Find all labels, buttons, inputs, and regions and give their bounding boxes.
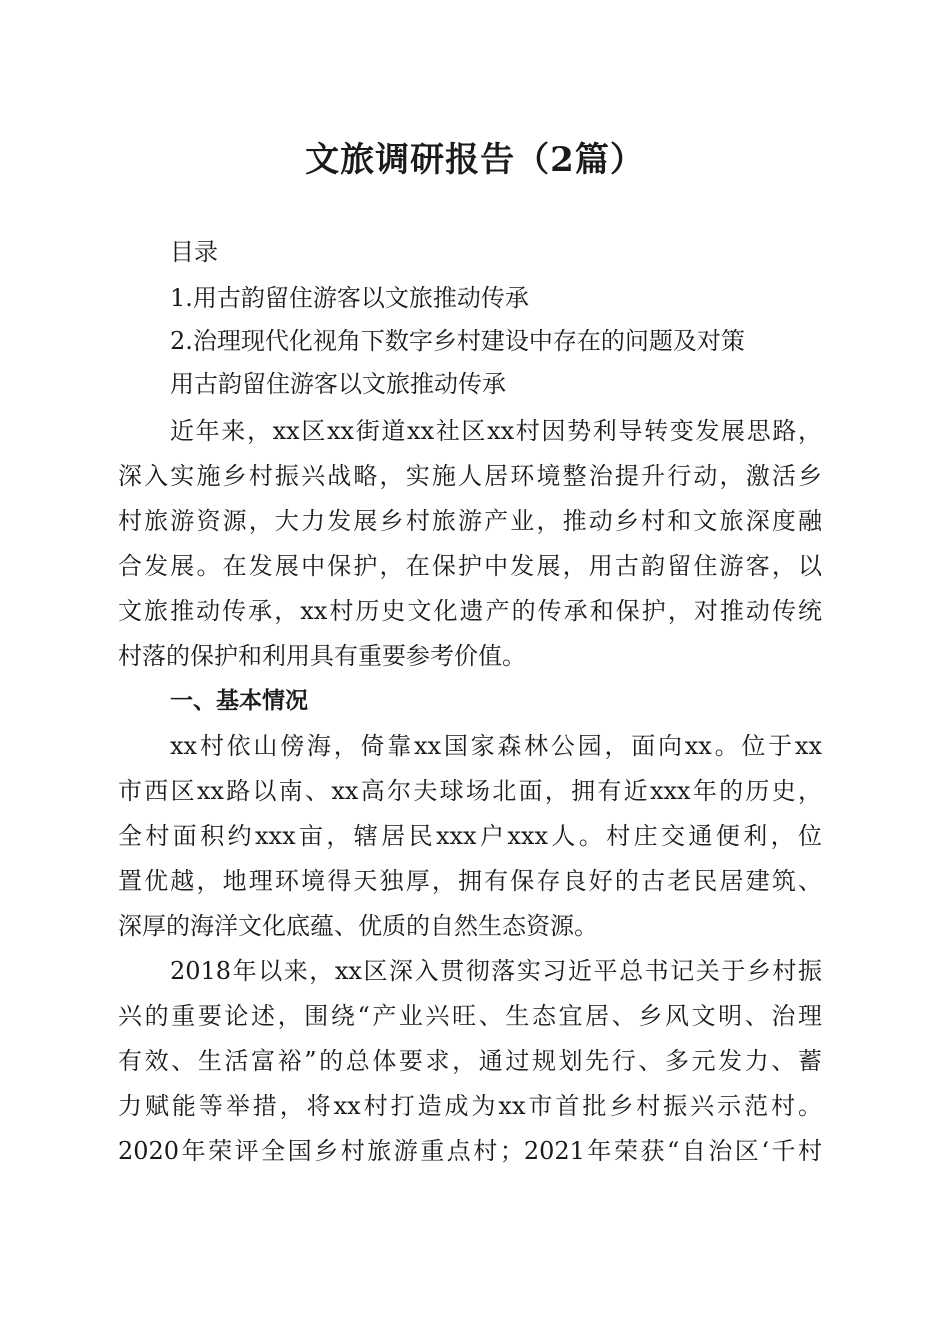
paragraph-1-line: 深入实施乡村振兴战略，实施人居环境整治提升行动，激活乡 (118, 462, 822, 490)
paragraph-2-line: 深厚的海洋文化底蕴、优质的自然生态资源。 (118, 912, 598, 940)
paragraph-3-line: 2020年荣评全国乡村旅游重点村；2021年荣获“自治区‘千村 (118, 1137, 822, 1165)
toc-heading: 目录 (170, 238, 218, 266)
paragraph-1-line: 村旅游资源，大力发展乡村旅游产业，推动乡村和文旅深度融 (118, 507, 822, 535)
paragraph-1-line: 近年来，xx区xx街道xx社区xx村因势利导转变发展思路， (170, 417, 822, 445)
paragraph-3-line: 力赋能等举措，将xx村打造成为xx市首批乡村振兴示范村。 (118, 1092, 822, 1120)
section-heading: 一、基本情况 (170, 688, 308, 714)
article-title: 用古韵留住游客以文旅推动传承 (170, 370, 506, 398)
paragraph-2-line: 置优越，地理环境得天独厚，拥有保存良好的古老民居建筑、 (118, 867, 822, 895)
paragraph-2-line: xx村依山傍海，倚靠xx国家森林公园，面向xx。位于xx (170, 732, 822, 760)
paragraph-3-line: 兴的重要论述，围绕“产业兴旺、生态宜居、乡风文明、治理 (118, 1002, 822, 1030)
paragraph-3-line: 2018年以来，xx区深入贯彻落实习近平总书记关于乡村振 (170, 957, 822, 985)
paragraph-2-line: 全村面积约xxx亩，辖居民xxx户xxx人。村庄交通便利，位 (118, 822, 822, 850)
document-title: 文旅调研报告（2篇） (305, 140, 645, 180)
paragraph-1-line: 文旅推动传承，xx村历史文化遗产的传承和保护，对推动传统 (118, 597, 822, 625)
toc-item-2: 2.治理现代化视角下数字乡村建设中存在的问题及对策 (170, 327, 745, 355)
paragraph-1-line: 村落的保护和利用具有重要参考价值。 (118, 642, 526, 670)
paragraph-2-line: 市西区xx路以南、xx高尔夫球场北面，拥有近xxx年的历史， (118, 777, 822, 805)
paragraph-1-line: 合发展。在发展中保护，在保护中发展，用古韵留住游客，以 (118, 552, 822, 580)
toc-item-1: 1.用古韵留住游客以文旅推动传承 (170, 284, 529, 312)
paragraph-3-line: 有效、生活富裕”的总体要求，通过规划先行、多元发力、蓄 (118, 1047, 822, 1075)
